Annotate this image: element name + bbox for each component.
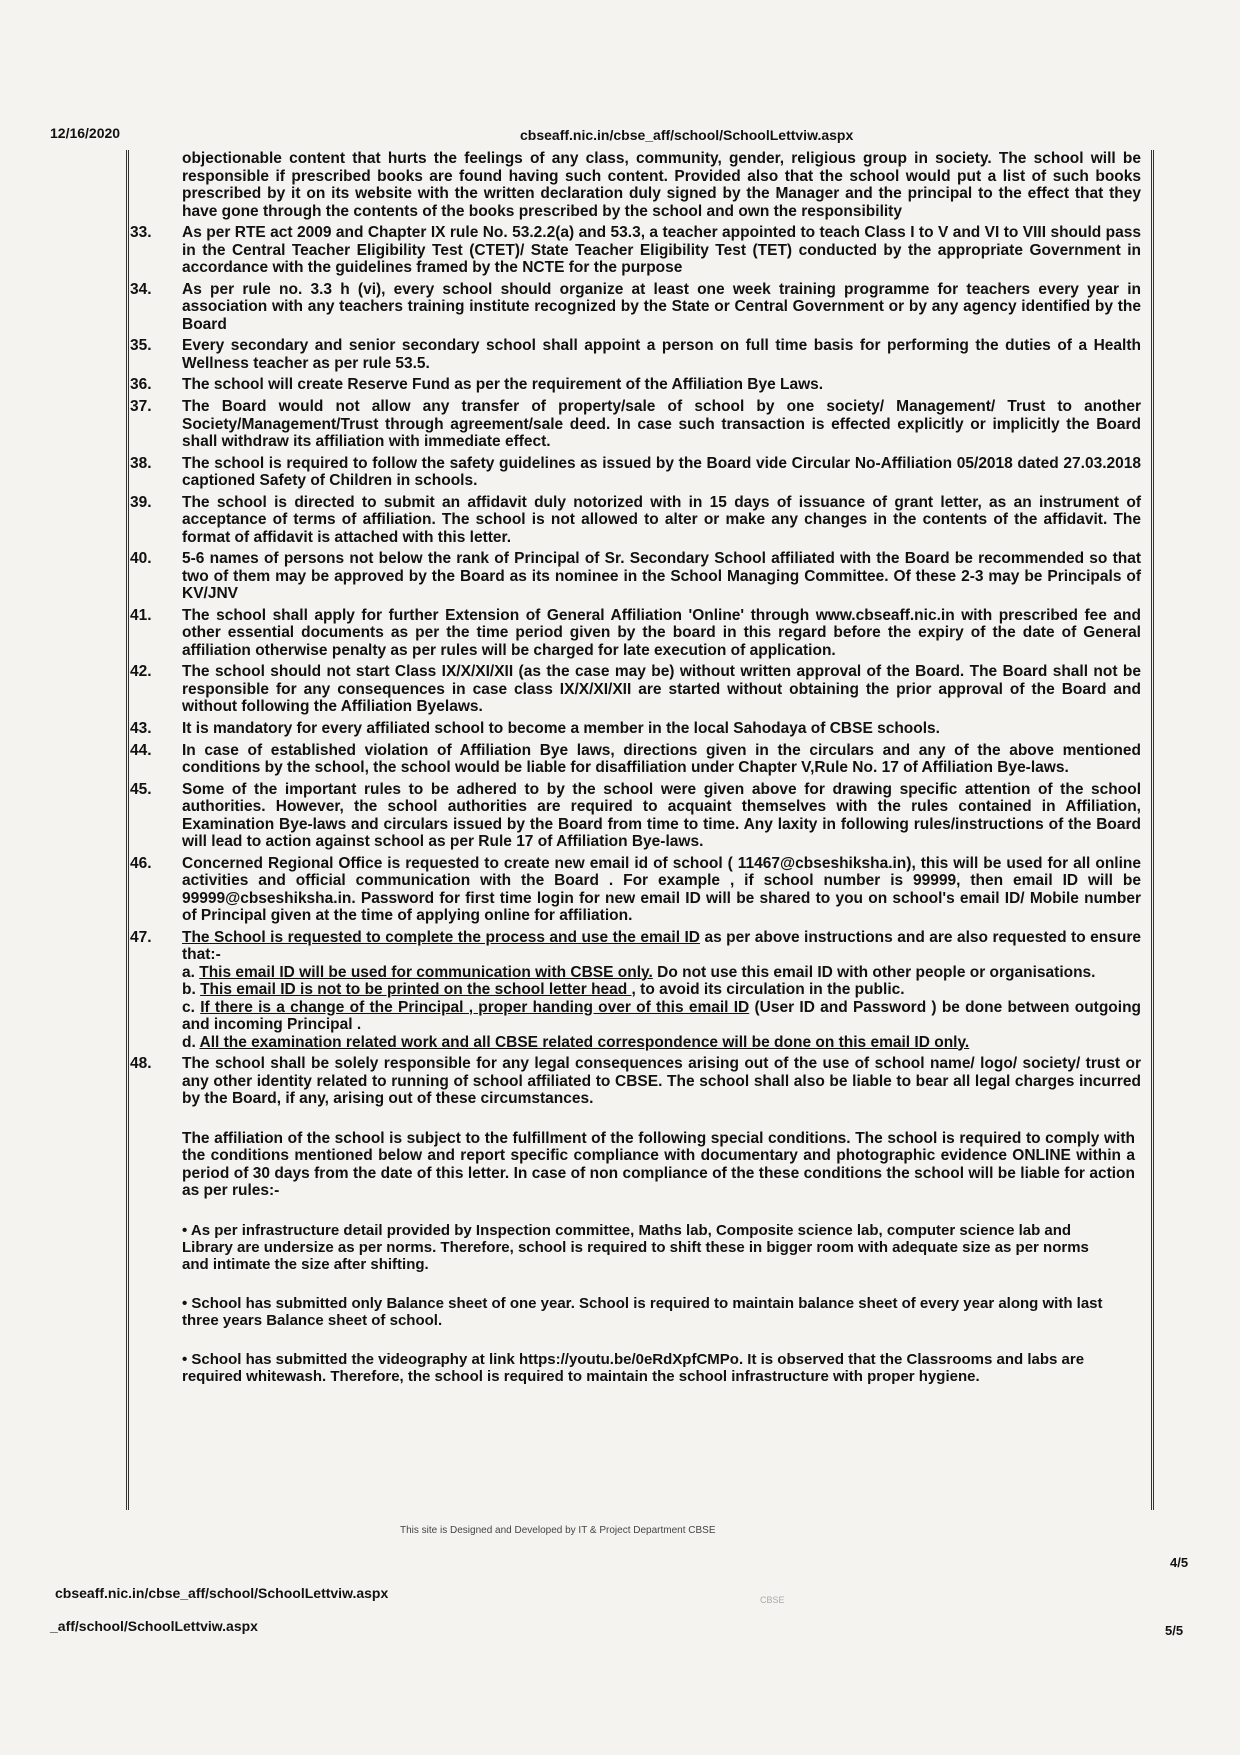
rule-item: 44. In case of established violation of Affiliation Bye laws, directions given in the circulars and any of the above mentioned conditions by the school, the school would be liable for disaffiliation under Chapter V,Rule No. 17 of Affiliation Bye-laws.	[130, 741, 1141, 776]
rule-item: 36. The school will create Reserve Fund as per the requirement of the Affiliation Bye Laws.	[130, 376, 824, 393]
rule-item: 34. As per rule no. 3.3 h (vi), every school should organize at least one week training programme for teachers every year in association with any teachers training institute recognized by the State or Central Government or by any agency identified by the Board	[130, 280, 1141, 333]
rule-item: 43. It is mandatory for every affiliated school to become a member in the local Sahodaya of CBSE schools.	[130, 719, 940, 737]
page-number: 4/5	[1170, 1555, 1189, 1570]
rule-item: 39. The school is directed to submit an affidavit duly notorized with in 15 days of issuance of grant letter, as an instrument of acceptance of terms of affiliation. The school is not allowed to alter or make any changes in the contents of the affidavit. The format of affidavit is attached with this letter.	[130, 493, 1141, 546]
site-credit: This site is Designed and Developed by IT & Project Department CBSE	[400, 1525, 716, 1536]
rule-item: 38. The school is required to follow the safety guidelines as issued by the Board vide Circular No-Affiliation 05/2018 dated 27.03.2018 captioned Safety of Children in schools.	[130, 454, 1141, 489]
print-date: 12/16/2020	[50, 125, 121, 141]
rule-item: 42. The school should not start Class IX/X/XI/XII (as the case may be) without written approval of the Board. The Board shall not be responsible for any consequences in case class IX/X/XI/XII are started without obtaining the prior approval of the Board and without following the Affiliation Byelaws.	[130, 663, 1141, 715]
rule-item: 37. The Board would not allow any transfer of property/sale of school by one society/ Management/ Trust to another Society/Management/Trust through agreement/sale deed. In case such transaction is effected explicitly or implicitly the Board shall withdraw its affiliation with immediate effect.	[130, 398, 1141, 450]
letter-body	[130, 150, 1145, 1385]
numbered-rules	[130, 224, 1145, 1108]
intro-paragraph: objectionable content that hurts the feelings of any class, community, gender, religious group in society. The school will be responsible if prescribed books are found having such content. Provided also that the school would put a list of such books prescribed by it on its website with the written declaration duly signed by the Manager and the principal to the effect that they have gone through the contents of the books prescribed by the school and own the responsibility	[182, 150, 1141, 220]
rule-item: 46. Concerned Regional Office is requested to create new email id of school ( 11467@cbseshiksha.in), this will be used for all online activities and official communication with the Board . For example , if school number is 99999, then email ID will be 99999@cbseshiksha.in. Password for first time login for new email ID will be shared to you on school's email ID/ Mobile number of Principal given at the time of applying online for affiliation.	[130, 854, 1141, 924]
special-conditions: The affiliation of the school is subject to the fulfillment of the following special conditions. The school is required to comply with the conditions mentioned below and report specific compliance with documentary and photographic evidence ONLINE within a period of 30 days from the date of this letter. In case of non compliance of the these conditions the school will be liable for action as per rules:-	[182, 1129, 1135, 1199]
condition-bullet: • As per infrastructure detail provided by Inspection committee, Maths lab, Composite science lab, computer science lab and Library are undersize as per norms. Therefore, school is required to shift these in bigger room with adequate size as per norms and intimate the size after shifting.	[182, 1221, 1089, 1273]
rule-item: 45. Some of the important rules to be adhered to by the school were given above for drawing specific attention of the school authorities. However, the school authorities are required to acquaint themselves with the rules contained in Affiliation, Examination Bye-laws and circulars issued by the Board from time to time. Any laxity in following rules/instructions of the Board will lead to action against school as per Rule 17 of Affiliation Bye-laws.	[130, 780, 1141, 850]
rule-item: 41. The school shall apply for further Extension of General Affiliation 'Online' through www.cbseaff.nic.in with prescribed fee and other essential documents as per the time period given by the board in this regard before the expiry of the date of General affiliation otherwise penalty as per rules will be charged for late execution of application.	[130, 606, 1141, 659]
page-number-2: 5/5	[1165, 1623, 1184, 1638]
footer-url-link[interactable]: cbseaff.nic.in/cbse_aff/school/SchoolLettviw.aspx	[55, 1585, 389, 1601]
rule-item: 35. Every secondary and senior secondary school shall appoint a person on full time basis for performing the duties of a Health Wellness teacher as per rule 53.5.	[130, 337, 1141, 372]
rule-item-47: 47. The School is requested to complete the process and use the email ID as per above instructions and are also requested to ensure that:- a. This email ID will be used for communication with CBSE only. Do not use this email ID with other people or organisations. b. This email ID is not to be printed on the school letter head , to avoid its circulation in the public. c. If there is a change of the Principal , proper handing over of this email ID (User ID and Password ) be done between outgoing and incoming Principal . d. All the examination related work and all CBSE related correspondence will be done on this email ID only.	[130, 928, 1142, 1051]
rule-item: 33. As per RTE act 2009 and Chapter IX rule No. 53.2.2(a) and 53.3, a teacher appointed to teach Class I to V and VI to VIII should pass in the Central Teacher Eligibility Test (CTET)/ State Teacher Eligibility Test (TET) conducted by the appropriate Government in accordance with the guidelines framed by the NCTE for the purpose	[130, 224, 1141, 276]
footer-url-link-2[interactable]: _aff/school/SchoolLettviw.aspx	[50, 1618, 258, 1634]
site-credit-faint: CBSE	[760, 1595, 785, 1605]
condition-bullet: • School has submitted the videography at link https://youtu.be/0eRdXpfCMPo. It is observed that the Classrooms and labs are required whitewash. Therefore, the school is required to maintain the school infrastructure with proper hygiene.	[182, 1350, 1085, 1385]
condition-bullet: • School has submitted only Balance sheet of one year. School is required to maintain balance sheet of every year along with last three years Balance sheet of school.	[182, 1294, 1103, 1329]
rule-item: 40. 5-6 names of persons not below the rank of Principal of Sr. Secondary School affiliated with the Board be recommended so that two of them may be approved by the Board as its nominee in the School Managing Committee. Of these 2-3 may be Principals of KV/JNV	[130, 550, 1141, 602]
rule-item-48: 48. The school shall be solely responsible for any legal consequences arising out of the use of school name/ logo/ society/ trust or any other identity related to running of school affiliated to CBSE. The school shall also be liable to bear all legal charges incurred by the Board, if any, arising out of these circumstances.	[130, 1055, 1141, 1107]
page-url: cbseaff.nic.in/cbse_aff/school/SchoolLettviw.aspx	[520, 127, 854, 143]
